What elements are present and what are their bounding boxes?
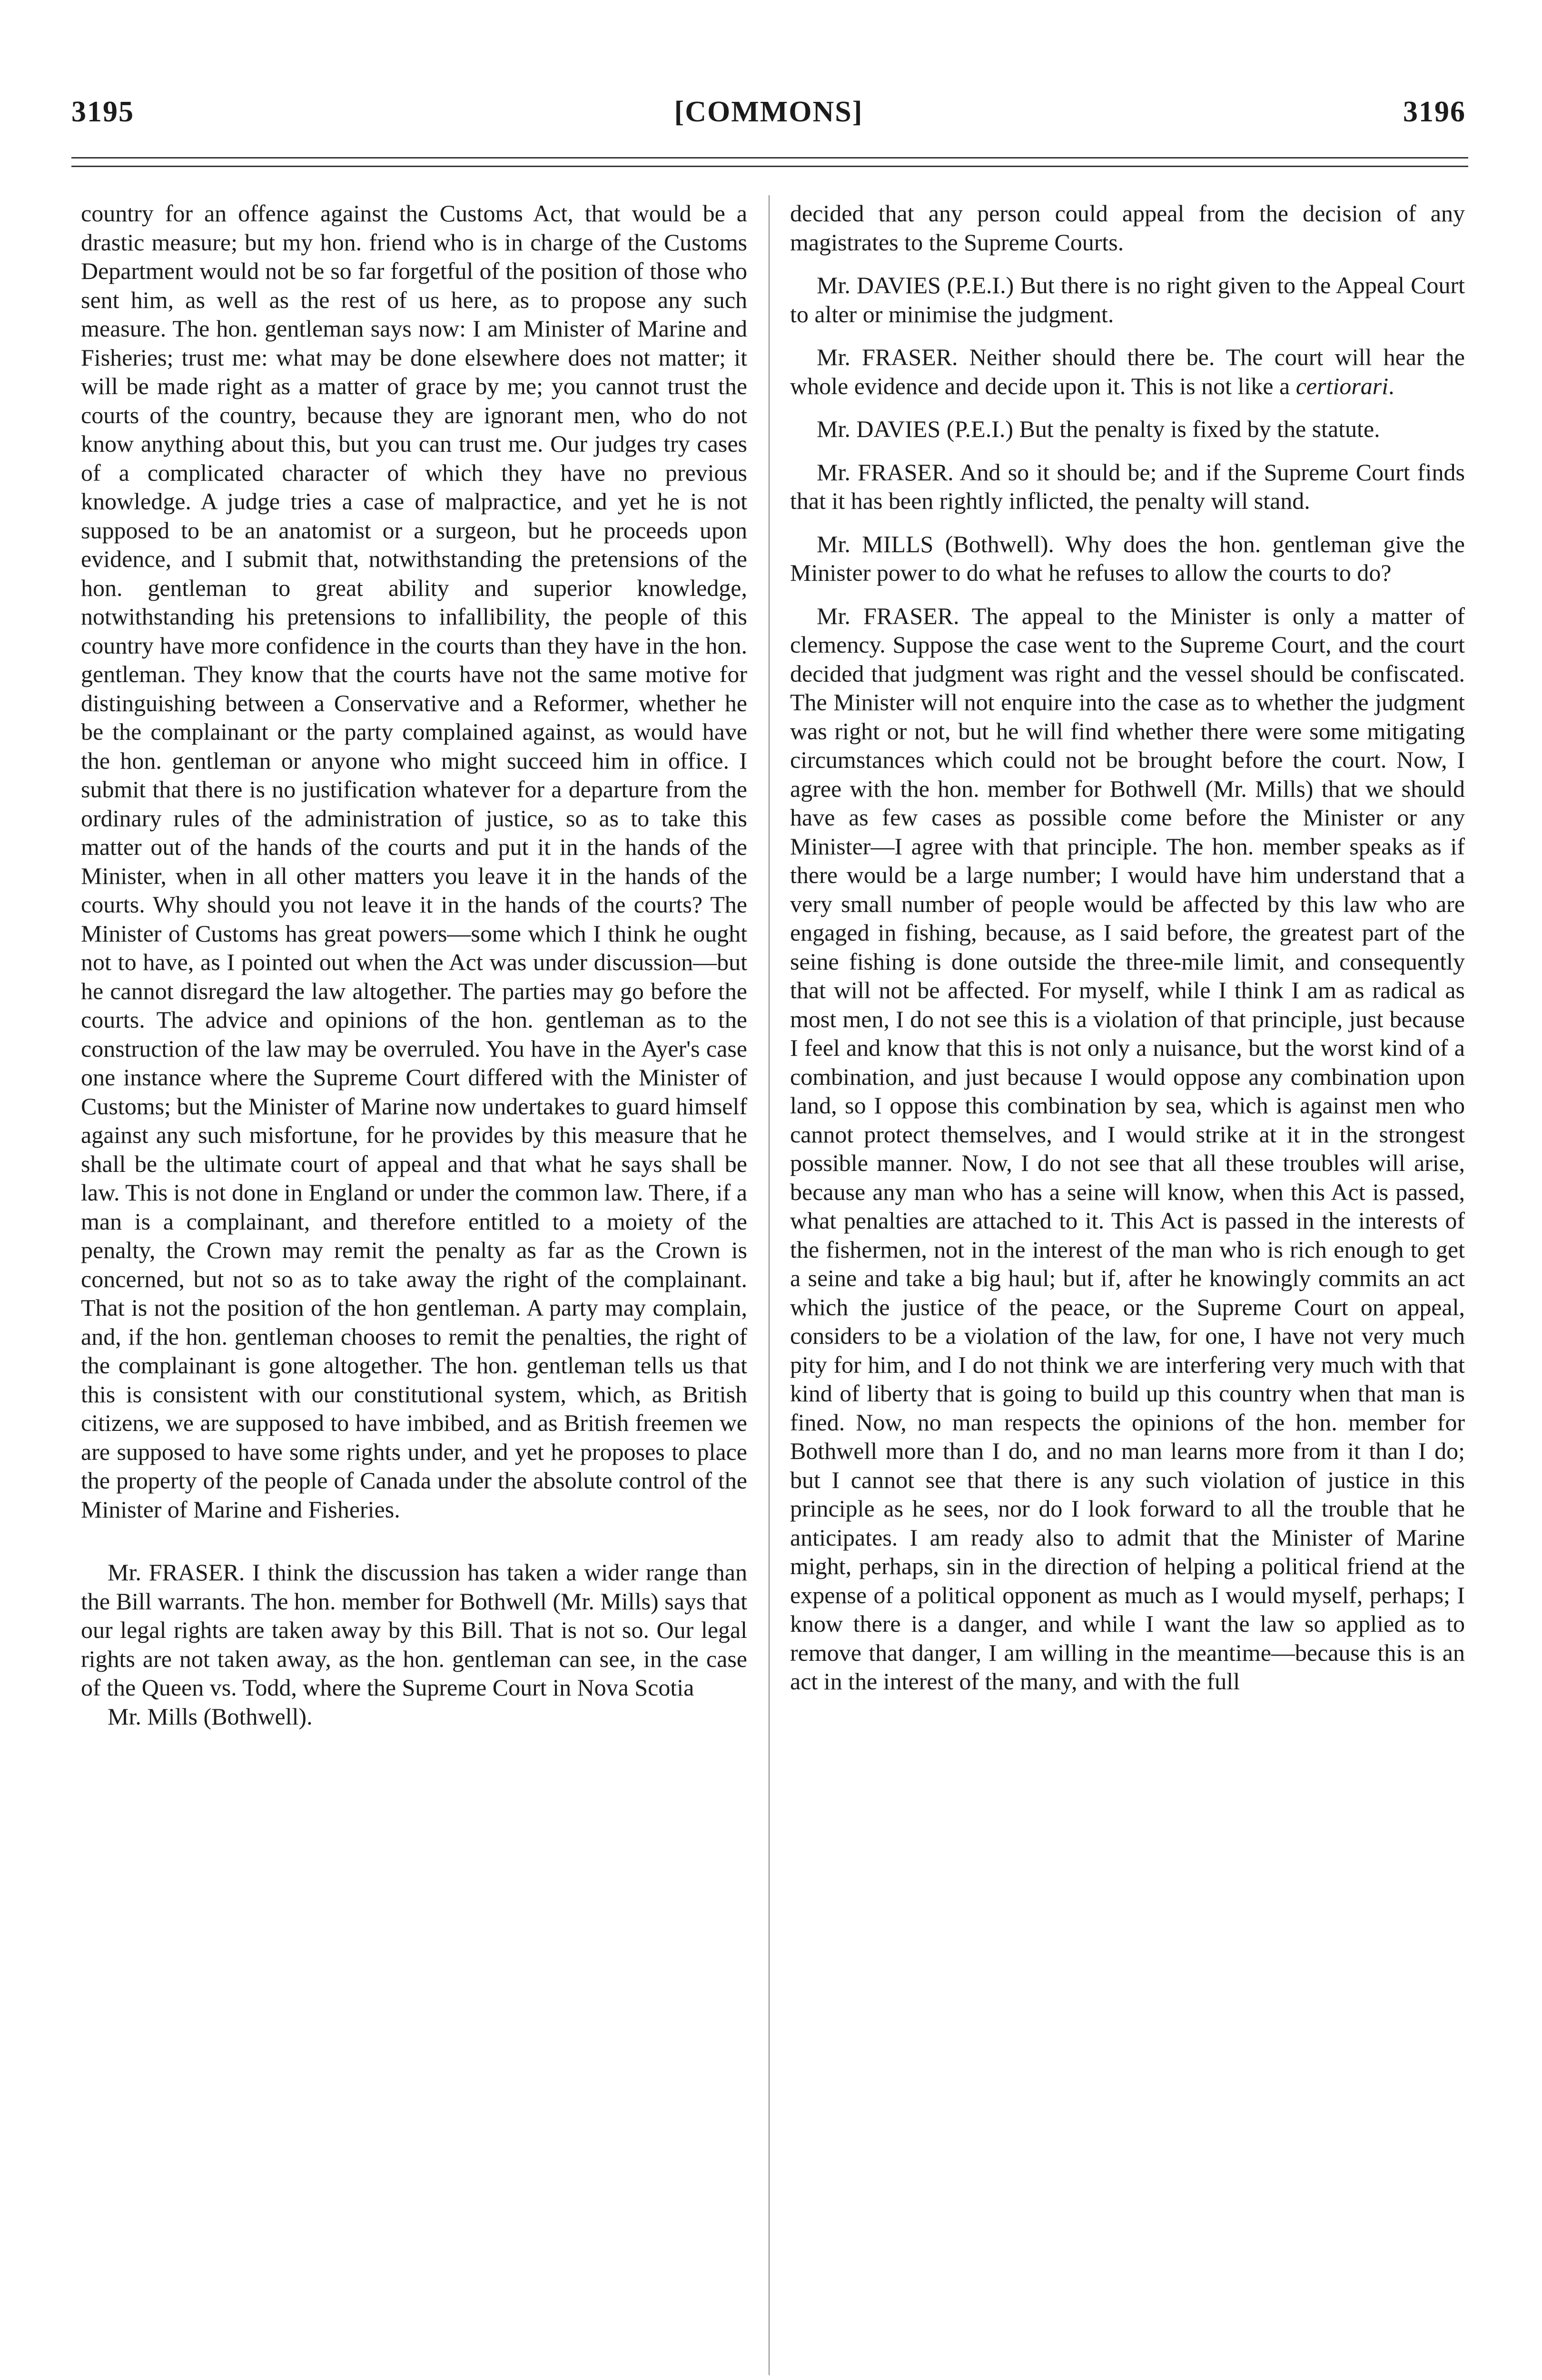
header-rule-top — [71, 157, 1468, 159]
fraser-1-period: . — [1388, 372, 1394, 399]
page-header — [71, 86, 1466, 143]
left-column — [81, 199, 747, 1731]
column-divider — [769, 195, 770, 2375]
page-number-left: 3195 — [71, 96, 134, 128]
right-paragraph-davies-2: Mr. DAVIES (P.E.I.) But the penalty is fixed by the statute. — [817, 416, 1380, 442]
page-number-right: 3196 — [1403, 96, 1466, 128]
right-paragraph-fraser-3: Mr. FRASER. The appeal to the Minister is only a matter of clemency. Suppose the case went to the Supreme Court, and the court decided that judgment was right and the vessel should be confiscated. The Minister will not enquire into the case as to whether the judgment was right or not, but he will find whether there were some mitigating circumstances which could not be brought before the court. Now, I agree with the hon. member for Bothwell (Mr. Mills) that we should have as few cases as possible come before the Minister or any Minister—I agree with that principle. The hon. member speaks as if there would be a large number; I would have him understand that a very small number of people would be affected by this law who are engaged in fishing, because, as I said before, the greatest part of the seine fishing is done outside the three-mile limit, and consequently that will not be affected. For myself, while I think I am as radical as most men, I do not see this is a violation of that principle, just because I feel and know that this is not only a nuisance, but the worst kind of a combination, and just because I would oppose any combination upon land, so I oppose this combination by sea, which is against men who cannot protect themselves, and I would strike at it in the strongest possible manner. Now, I do not see that all these troubles will arise, because any man who has a seine will know, when this Act is passed, what penalties are attached to it. This Act is passed in the interests of the fishermen, not in the interest of the man who is rich enough to get a seine and take a big haul; but if, after he knowingly commits an act which the justice of the peace, or the Supreme Court on appeal, considers to be a violation of the law, for one, I have not very much pity for him, and I do not think we are interfering very much with that kind of liberty that is going to build up this country when that man is fined. Now, no man respects the opinions of the hon. member for Bothwell more than I do, and no man learns more from it than I do; but I cannot see that there is any such violation of justice in this principle as he sees, nor do I look forward to all the trouble that he anticipates. I am ready also to admit that the Minister of Marine might, perhaps, sin in the direction of helping a political friend at the expense of a political opponent as much as I would myself, perhaps; I know there is a danger, and while I want the law so applied as to remove that danger, I am willing in the meantime—because this is an act in the interest of the many, and with the full — [790, 602, 1465, 1695]
left-footer-speaker: Mr. Mills (Bothwell). — [108, 1703, 313, 1730]
right-paragraph-1: decided that any person could appeal from the decision of any magistrates to the Supreme Courts. — [790, 200, 1465, 256]
left-paragraph-fraser: Mr. FRASER. I think the discussion has taken a wider range than the Bill warrants. The hon. member for Bothwell (Mr. Mills) says that our legal rights are taken away by this Bill. That is not so. Our legal rights are not taken away, as the hon. gentleman can see, in the case of the Queen vs. Todd, where the Supreme Court in Nova Scotia — [81, 1559, 747, 1701]
header-rule-bottom — [71, 166, 1468, 167]
right-column — [790, 199, 1465, 1696]
left-paragraph-1: country for an offence against the Customs Act, that would be a drastic measure; but my hon. friend who is in charge of the Customs Department would not be so far forgetful of the position of those who sent him, as well as the rest of us here, as to propose any such measure. The hon. gentleman says now: I am Minister of Marine and Fisheries; trust me: what may be done elsewhere does not matter; it will be made right as a matter of grace by me; you cannot trust the courts of the country, because they are ignorant men, who do not know anything about this, but you can trust me. Our judges try cases of a complicated character of which they have no previous knowledge. A judge tries a case of malpractice, and yet he is not supposed to be an anatomist or a surgeon, but he proceeds upon evidence, and I submit that, notwithstanding the pretensions of the hon. gentleman to great ability and superior knowledge, notwithstanding his pretensions to infallibility, the people of this country have more confidence in the courts than they have in the hon. gentleman. They know that the courts have not the same motive for distinguishing between a Conservative and a Reformer, whether he be the complainant or the party complained against, as would have the hon. gentleman or anyone who might succeed him in office. I submit that there is no justification whatever for a departure from the ordinary rules of the administration of justice, so as to take this matter out of the hands of the courts and put it in the hands of the Minister, when in all other matters you leave it in the hands of the courts. Why should you not leave it in the hands of the courts? The Minister of Customs has great powers—some which I think he ought not to have, as I pointed out when the Act was under discussion—but he cannot disregard the law altogether. The parties may go before the courts. The advice and opinions of the hon. gentleman as to the construction of the law may be overruled. You have in the Ayer's case one instance where the Supreme Court differed with the Minister of Customs; but the Minister of Marine now undertakes to guard himself against any such misfortune, for he provides by this measure that he shall be the ultimate court of appeal and that what he says shall be law. This is not done in England or under the common law. There, if a man is a complainant, and therefore entitled to a moiety of the penalty, the Crown may remit the penalty as far as the Crown is concerned, but not so as to take away the right of the complainant. That is not the position of the hon gentleman. A party may complain, and, if the hon. gentleman chooses to remit the penalties, the right of the complainant is gone altogether. The hon. gentleman tells us that this is consistent with our constitutional system, which, as British citizens, we are supposed to have imbibed, and as British freemen we are supposed to have some rights under, and yet he proposes to place the property of the people of Canada under the absolute control of the Minister of Marine and Fisheries. — [81, 200, 747, 1523]
fraser-1-text: Mr. FRASER. Neither should there be. The court will hear the whole evidence and decide upon it. This is not like a — [790, 344, 1465, 399]
right-paragraph-fraser-2: Mr. FRASER. And so it should be; and if the Supreme Court finds that it has been rightly inflicted, the penalty will stand. — [790, 458, 1465, 514]
right-paragraph-mills: Mr. MILLS (Bothwell). Why does the hon. gentleman give the Minister power to do what he refuses to allow the courts to do? — [790, 530, 1465, 586]
right-paragraph-davies-1: Mr. DAVIES (P.E.I.) But there is no right given to the Appeal Court to alter or minimise the judgment. — [790, 272, 1465, 327]
right-paragraph-fraser-1 — [790, 343, 1465, 400]
certiorari-term: certiorari — [1295, 372, 1389, 399]
running-title: [COMMONS] — [674, 96, 863, 128]
